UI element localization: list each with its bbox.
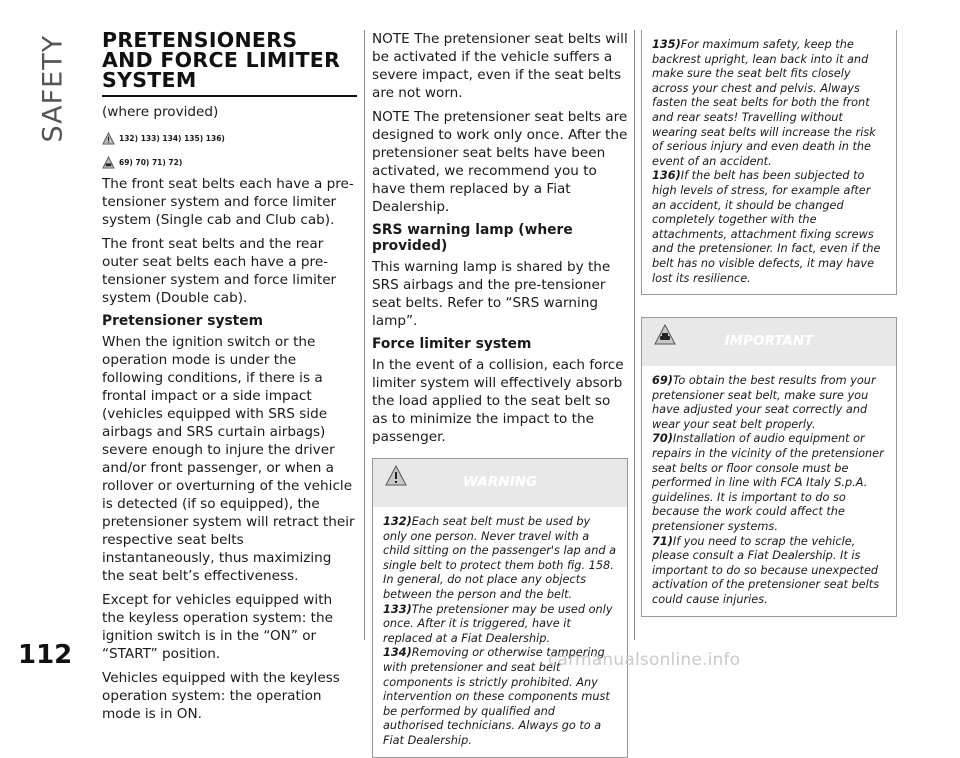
important-refs: 69) 70) 71) 72) bbox=[119, 157, 183, 167]
section-title: PRETENSIONERS AND FORCE LIMITER SYSTEM bbox=[102, 30, 357, 97]
heading-srs-lamp: SRS warning lamp (where provided) bbox=[372, 222, 573, 254]
important-box-header bbox=[642, 318, 896, 366]
warning-item: 136)If the belt has been subjected to high levels of stress, for example after an accident, it should be changed completely together with the attachments, attachment fixing screws and the pretensioner. In fact, even if the belt has no visible defects, it may have lost its resilience. bbox=[652, 169, 881, 285]
warning-box-continued bbox=[641, 30, 897, 295]
watermark: carmanualsonline.info bbox=[548, 650, 741, 670]
warning-triangle-icon bbox=[102, 132, 115, 145]
warning-box-header bbox=[373, 459, 627, 507]
column-middle bbox=[372, 30, 628, 758]
column-right bbox=[641, 30, 897, 617]
paragraph: The front seat belts each have a pre-tensioner system and force limiter system (Single cab and Club cab). bbox=[102, 176, 354, 228]
important-box-body bbox=[642, 366, 896, 616]
paragraph: Vehicles equipped with the keyless operation system: the operation mode is in ON. bbox=[102, 670, 340, 722]
paragraph: The front seat belts and the rear outer seat belts each have a pre-tensioner system and force limiter system (Double cab). bbox=[102, 236, 337, 306]
warning-box-body bbox=[642, 30, 896, 294]
note-paragraph: NOTE The pretensioner seat belts are designed to work only once. After the pretensioner seat belts have been activated, we recommend you to have them replaced by a Fiat Dealership. bbox=[372, 109, 628, 215]
warning-box bbox=[372, 458, 628, 758]
section-subtitle: (where provided) bbox=[102, 104, 219, 120]
important-item: 70)Installation of audio equipment or repairs in the vicinity of the pretensioner seat belts or floor console must be performed in line with FCA Italy S.p.A. guidelines. It is important to do so because the work could affect the pretensioner systems. bbox=[652, 432, 884, 534]
important-refs-row bbox=[102, 151, 357, 173]
paragraph: In the event of a collision, each force limiter system will effectively absorb the load applied to the seat belt so as to minimize the impact to the passenger. bbox=[372, 357, 624, 445]
warning-item: 135)For maximum safety, keep the backrest upright, lean back into it and make sure the seat belt fits closely across your chest and pelvis. Always fasten the seat belts for both the front and rear seats! Travelling without wearing seat belts will increase the risk of serious injury and even death in the event of an accident. bbox=[652, 38, 876, 168]
warning-refs: 132) 133) 134) 135) 136) bbox=[119, 133, 225, 143]
warning-refs-row bbox=[102, 127, 357, 149]
paragraph: When the ignition switch or the operation mode is under the following conditions, if there is a frontal impact or a side impact (vehicles equipped with SRS side airbags and SRS curtain airbags) severe enough to injure the driver and/or front passenger, or when a rollover or overturning of the vehicle is detected (if so equipped), the pretensioner system will retract their respective seat belts instantaneously, thus maximizing the seat belt’s effectiveness. bbox=[102, 334, 355, 584]
warning-item: 134)Removing or otherwise tampering with pretensioner and seat belt components is strictly prohibited. Any intervention on these components must be performed by qualified and authorised technicians. Always go to a Fiat Dealership. bbox=[383, 646, 610, 747]
car-warning-icon bbox=[102, 156, 115, 169]
important-item: 69)To obtain the best results from your pretensioner seat belt, make sure you have adjusted your seat correctly and wear your seat belt properly. bbox=[652, 374, 876, 431]
page-number: 112 bbox=[18, 640, 73, 670]
paragraph: This warning lamp is shared by the SRS airbags and the pre-tensioner seat belts. Refer to “SRS warning lamp”. bbox=[372, 259, 611, 329]
warning-box-body bbox=[373, 507, 627, 757]
section-side-label bbox=[28, 34, 69, 148]
column-divider bbox=[364, 30, 365, 640]
paragraph: Except for vehicles equipped with the keyless operation system: the ignition switch is in the “ON” or “START” position. bbox=[102, 592, 333, 662]
important-item: 71)If you need to scrap the vehicle, please consult a Fiat Dealership. It is important to do so because unexpected activation of the pretensioner seat belts could cause injuries. bbox=[652, 534, 880, 606]
warning-title: WARNING bbox=[463, 474, 537, 490]
warning-item: 133)The pretensioner may be used only once. After it is triggered, have it replaced at a Fiat Dealership. bbox=[383, 602, 613, 645]
section-label-text: SAFETY bbox=[37, 34, 69, 143]
note-paragraph: NOTE The pretensioner seat belts will be activated if the vehicle suffers a severe impact, even if the seat belts are not worn. bbox=[372, 31, 628, 101]
column-divider bbox=[634, 30, 635, 640]
warning-item: 132)Each seat belt must be used by only one person. Never travel with a child sitting on the passenger's lap and a single belt to protect them both fig. 158. In general, do not place any objects between the person and the belt. bbox=[383, 515, 617, 601]
heading-force-limiter: Force limiter system bbox=[372, 336, 532, 352]
important-title: IMPORTANT bbox=[724, 333, 814, 350]
heading-pretensioner: Pretensioner system bbox=[102, 313, 264, 329]
column-left bbox=[102, 30, 357, 729]
important-box bbox=[641, 317, 897, 617]
